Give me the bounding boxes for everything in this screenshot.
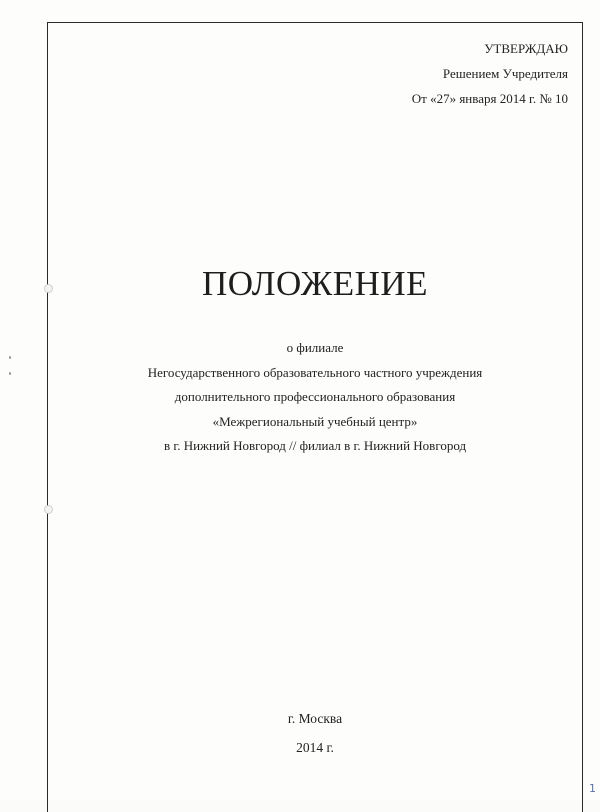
approval-decision: Решением Учредителя (442, 66, 568, 81)
city-label: г. Москва (287, 711, 343, 726)
approval-date-number: От «27» января 2014 г. № 10 (411, 91, 568, 106)
scan-speck (9, 372, 11, 375)
year-label: 2014 г. (296, 740, 334, 755)
approval-stamp-block (412, 36, 568, 111)
document-title: ПОЛОЖЕНИЕ (201, 264, 429, 303)
document-subject (47, 336, 583, 459)
subject-line: Негосударственного образовательного частного учреждения (147, 364, 483, 380)
subject-line: «Межрегиональный учебный центр» (212, 413, 418, 429)
page-number-mark: 1 (589, 782, 596, 795)
subject-line: о филиале (286, 340, 344, 355)
approval-heading: УТВЕРЖДАЮ (484, 41, 568, 56)
subject-line: дополнительного профессионального образования (174, 389, 456, 404)
scan-speck (9, 356, 11, 359)
place-and-year (47, 704, 583, 762)
punch-hole-bottom (44, 505, 53, 514)
subject-line: в г. Нижний Новгород // филиал в г. Нижний Новгород (163, 438, 467, 453)
